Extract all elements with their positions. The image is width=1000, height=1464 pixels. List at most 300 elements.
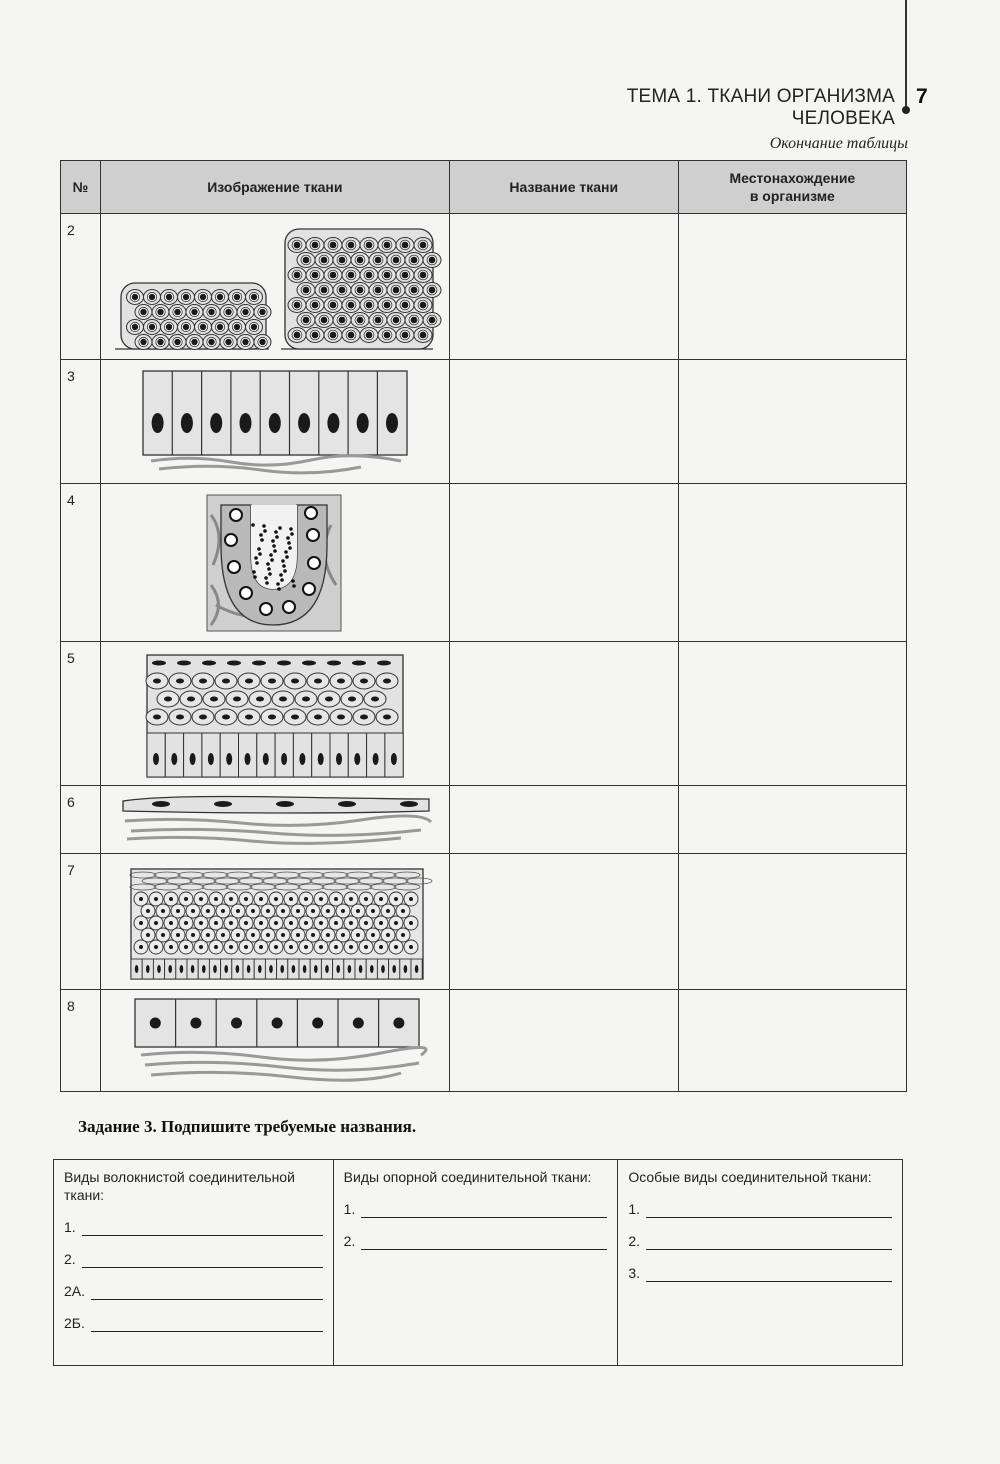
nucleus <box>303 583 315 595</box>
granule <box>281 559 285 563</box>
nucleus <box>347 271 354 278</box>
nucleus <box>274 897 278 901</box>
tissue-location-cell[interactable] <box>678 990 906 1092</box>
nucleus <box>341 909 345 913</box>
granule <box>286 536 290 540</box>
granule <box>264 576 268 580</box>
flat-nucleus <box>277 660 291 665</box>
margin-line <box>905 0 907 108</box>
granule <box>273 549 277 553</box>
nucleus <box>266 909 270 913</box>
tissue-name-cell[interactable] <box>449 854 678 990</box>
nucleus <box>179 965 183 973</box>
nucleus <box>314 678 322 683</box>
granule <box>267 567 271 571</box>
row-number: 3 <box>61 360 101 484</box>
granule <box>254 556 258 560</box>
tissue-image-transitional <box>100 214 449 360</box>
tissue-location-cell[interactable] <box>678 642 906 786</box>
col1-heading: Виды волокнистой соединительной ткани: <box>64 1169 295 1203</box>
nucleus <box>269 965 273 973</box>
nucleus <box>428 316 435 323</box>
nucleus <box>409 945 413 949</box>
nucleus <box>392 256 399 263</box>
nucleus <box>289 945 293 949</box>
tissue-image-squamous <box>100 786 449 854</box>
nucleus <box>419 301 426 308</box>
nucleus <box>244 921 248 925</box>
nucleus <box>401 331 408 338</box>
nucleus <box>202 965 206 973</box>
granule <box>260 538 264 542</box>
answer-label: 2А. <box>64 1283 86 1299</box>
nucleus <box>329 331 336 338</box>
nucleus <box>176 933 180 937</box>
nucleus <box>419 271 426 278</box>
nucleus <box>168 965 172 973</box>
nucleus <box>365 301 372 308</box>
nucleus <box>386 933 390 937</box>
nucleus <box>320 286 327 293</box>
nucleus <box>161 933 165 937</box>
nucleus <box>191 909 195 913</box>
nucleus <box>383 678 391 683</box>
granule <box>283 569 287 573</box>
nucleus <box>166 323 172 329</box>
granule <box>278 526 282 530</box>
tissue-name-cell[interactable] <box>449 484 678 642</box>
nucleus <box>383 271 390 278</box>
nucleus <box>244 897 248 901</box>
nucleus <box>268 714 276 719</box>
table-row <box>61 642 907 786</box>
nucleus <box>274 921 278 925</box>
nucleus <box>299 753 305 765</box>
nucleus <box>349 897 353 901</box>
nucleus <box>360 714 368 719</box>
answer-line[interactable] <box>646 1203 892 1218</box>
nucleus <box>311 331 318 338</box>
nucleus <box>166 293 172 299</box>
nucleus <box>293 331 300 338</box>
nucleus <box>247 965 251 973</box>
nucleus <box>210 696 218 701</box>
nucleus <box>329 241 336 248</box>
granule <box>292 584 296 588</box>
answer-line[interactable] <box>646 1235 892 1250</box>
nucleus <box>242 338 248 344</box>
nucleus <box>169 945 173 949</box>
answer-line[interactable] <box>82 1253 323 1268</box>
tissue-image-cuboidal <box>100 990 449 1092</box>
nucleus <box>234 323 240 329</box>
nucleus <box>146 909 150 913</box>
nucleus <box>356 316 363 323</box>
nucleus <box>374 286 381 293</box>
nucleus <box>191 933 195 937</box>
nucleus <box>349 921 353 925</box>
nucleus <box>311 933 315 937</box>
nucleus <box>154 945 158 949</box>
nucleus <box>320 316 327 323</box>
row-number: 7 <box>61 854 101 990</box>
nucleus <box>260 603 272 615</box>
nucleus <box>153 753 159 765</box>
nucleus <box>338 256 345 263</box>
flat-nucleus <box>252 660 266 665</box>
row-number: 8 <box>61 990 101 1092</box>
nucleus <box>311 271 318 278</box>
nucleus <box>234 293 240 299</box>
tissue-name-cell[interactable] <box>449 642 678 786</box>
nucleus <box>372 753 378 765</box>
flat-nucleus <box>214 801 232 807</box>
answer-line[interactable] <box>82 1221 323 1236</box>
tissue-name-cell[interactable] <box>449 990 678 1092</box>
nucleus <box>401 271 408 278</box>
granule <box>265 581 269 585</box>
nucleus <box>293 271 300 278</box>
nucleus <box>356 256 363 263</box>
tissue-image-columnar <box>100 360 449 484</box>
nucleus <box>383 714 391 719</box>
nucleus <box>161 909 165 913</box>
nucleus <box>409 897 413 901</box>
nucleus <box>392 316 399 323</box>
nucleus <box>214 897 218 901</box>
nucleus <box>233 696 241 701</box>
nucleus <box>302 256 309 263</box>
answer-label: 2. <box>64 1251 76 1267</box>
nucleus <box>307 529 319 541</box>
nucleus <box>157 308 163 314</box>
nucleus <box>176 678 184 683</box>
nucleus <box>419 241 426 248</box>
nucleus <box>311 909 315 913</box>
table-continuation-caption: Окончание таблицы <box>769 135 908 152</box>
nucleus <box>135 965 139 973</box>
nucleus <box>370 965 374 973</box>
nucleus <box>132 293 138 299</box>
granule <box>269 553 273 557</box>
nucleus <box>311 301 318 308</box>
nucleus <box>199 714 207 719</box>
nucleus <box>356 909 360 913</box>
table-row <box>61 854 907 990</box>
granule <box>262 524 266 528</box>
nucleus <box>281 933 285 937</box>
nucleus <box>356 933 360 937</box>
nucleus <box>428 286 435 293</box>
nucleus <box>336 753 342 765</box>
nucleus <box>251 293 257 299</box>
nucleus <box>176 909 180 913</box>
nucleus <box>259 338 265 344</box>
tissue-location-cell[interactable] <box>678 484 906 642</box>
granule <box>287 541 291 545</box>
granule <box>272 544 276 548</box>
nucleus <box>319 945 323 949</box>
nucleus <box>374 316 381 323</box>
tissue-name-cell[interactable] <box>449 786 678 854</box>
nucleus <box>271 1017 282 1028</box>
nucleus <box>189 753 195 765</box>
granule <box>291 579 295 583</box>
nucleus <box>251 323 257 329</box>
nucleus <box>365 271 372 278</box>
table-row <box>61 990 907 1092</box>
nucleus <box>364 945 368 949</box>
nucleus <box>354 753 360 765</box>
nucleus <box>365 331 372 338</box>
nucleus <box>154 921 158 925</box>
nucleus <box>174 308 180 314</box>
nucleus <box>242 308 248 314</box>
nucleus <box>222 714 230 719</box>
flat-nucleus <box>152 801 170 807</box>
nucleus <box>365 241 372 248</box>
nucleus <box>213 965 217 973</box>
granule <box>274 530 278 534</box>
task3-col-fibrous <box>54 1160 334 1366</box>
nucleus <box>259 308 265 314</box>
nucleus <box>336 965 340 973</box>
nucleus <box>314 965 318 973</box>
tissue-image-stratified-squamous <box>100 642 449 786</box>
nucleus <box>364 921 368 925</box>
nucleus <box>293 241 300 248</box>
nucleus <box>214 945 218 949</box>
nucleus <box>199 945 203 949</box>
nucleus <box>231 1017 242 1028</box>
nucleus <box>302 316 309 323</box>
nucleus <box>183 293 189 299</box>
nucleus <box>311 241 318 248</box>
task3-table <box>53 1159 903 1366</box>
table-row <box>61 360 907 484</box>
flat-nucleus <box>400 801 418 807</box>
nucleus <box>371 933 375 937</box>
table-row <box>61 214 907 360</box>
flat-nucleus <box>302 660 316 665</box>
nucleus <box>157 338 163 344</box>
nucleus <box>154 897 158 901</box>
nucleus <box>184 945 188 949</box>
nucleus <box>291 678 299 683</box>
col3-heading: Особые виды соединительной ткани: <box>628 1169 872 1185</box>
nucleus <box>338 286 345 293</box>
nucleus <box>268 678 276 683</box>
nucleus <box>217 293 223 299</box>
nucleus <box>347 331 354 338</box>
nucleus <box>394 945 398 949</box>
nucleus <box>314 714 322 719</box>
nucleus <box>394 921 398 925</box>
nucleus <box>329 271 336 278</box>
nucleus <box>401 909 405 913</box>
nucleus <box>191 308 197 314</box>
nucleus <box>259 945 263 949</box>
answer-label: 1. <box>628 1201 641 1217</box>
nucleus <box>392 965 396 973</box>
nucleus <box>244 753 250 765</box>
nucleus <box>274 945 278 949</box>
nucleus <box>302 696 310 701</box>
task3-title: Задание 3. Подпишите требуемые названия. <box>78 1117 417 1136</box>
nucleus <box>319 921 323 925</box>
nucleus <box>217 323 223 329</box>
header-image: Изображение ткани <box>100 161 449 214</box>
granule <box>266 562 270 566</box>
nucleus <box>281 753 287 765</box>
nucleus <box>401 933 405 937</box>
nucleus <box>291 965 295 973</box>
nucleus <box>410 256 417 263</box>
page-number: 7 <box>916 85 928 108</box>
nucleus <box>208 308 214 314</box>
nucleus <box>379 945 383 949</box>
answer-label: 3. <box>628 1265 641 1281</box>
nucleus <box>171 753 177 765</box>
nucleus <box>169 921 173 925</box>
row-number: 4 <box>61 484 101 642</box>
flat-nucleus <box>338 801 356 807</box>
tissue-location-cell[interactable] <box>678 854 906 990</box>
answer-line[interactable] <box>91 1317 323 1332</box>
header-location: Местонахождение в организме <box>678 161 906 214</box>
granule <box>289 527 293 531</box>
nucleus <box>236 933 240 937</box>
nucleus <box>381 965 385 973</box>
answer-label: 2. <box>343 1233 356 1249</box>
granule <box>251 523 255 527</box>
granule <box>271 539 275 543</box>
granule <box>279 573 283 577</box>
nucleus <box>327 413 339 433</box>
nucleus <box>329 301 336 308</box>
nucleus <box>151 413 163 433</box>
nucleus <box>347 301 354 308</box>
nucleus <box>403 965 407 973</box>
nucleus <box>169 897 173 901</box>
granule <box>290 532 294 536</box>
nucleus <box>318 753 324 765</box>
nucleus <box>383 301 390 308</box>
nucleus <box>245 678 253 683</box>
nucleus <box>347 241 354 248</box>
nucleus <box>226 753 232 765</box>
answer-label: 2Б. <box>64 1315 85 1331</box>
tissue-location-cell[interactable] <box>678 786 906 854</box>
nucleus <box>199 897 203 901</box>
flat-nucleus <box>177 660 191 665</box>
nucleus <box>229 921 233 925</box>
nucleus <box>337 714 345 719</box>
nucleus <box>199 921 203 925</box>
answer-line[interactable] <box>361 1235 607 1250</box>
nucleus <box>303 965 307 973</box>
nucleus <box>225 308 231 314</box>
nucleus <box>394 897 398 901</box>
nucleus <box>401 241 408 248</box>
nucleus <box>305 507 317 519</box>
flat-nucleus <box>377 660 391 665</box>
nucleus <box>289 897 293 901</box>
nucleus <box>269 413 281 433</box>
nucleus <box>364 897 368 901</box>
flat-nucleus <box>352 660 366 665</box>
nucleus <box>386 413 398 433</box>
answer-line[interactable] <box>91 1285 323 1300</box>
nucleus <box>139 897 143 901</box>
nucleus <box>140 338 146 344</box>
nucleus <box>221 909 225 913</box>
nucleus <box>191 965 195 973</box>
nucleus <box>280 965 284 973</box>
tissue-name-cell[interactable] <box>449 360 678 484</box>
nucleus <box>312 1017 323 1028</box>
nucleus <box>419 331 426 338</box>
nucleus <box>206 909 210 913</box>
nucleus <box>153 714 161 719</box>
nucleus <box>139 945 143 949</box>
nucleus <box>157 965 161 973</box>
table-row <box>61 786 907 854</box>
nucleus <box>150 1017 161 1028</box>
nucleus <box>191 338 197 344</box>
nucleus <box>236 909 240 913</box>
nucleus <box>263 753 269 765</box>
tissue-location-cell[interactable] <box>678 360 906 484</box>
granule <box>288 546 292 550</box>
answer-line[interactable] <box>646 1267 892 1282</box>
nucleus <box>164 696 172 701</box>
nucleus <box>304 921 308 925</box>
nucleus <box>296 933 300 937</box>
granule <box>255 561 259 565</box>
nucleus <box>393 1017 404 1028</box>
nucleus <box>410 316 417 323</box>
header-number: № <box>61 161 101 214</box>
nucleus <box>245 714 253 719</box>
nucleus <box>360 678 368 683</box>
answer-line[interactable] <box>361 1203 607 1218</box>
row-number: 6 <box>61 786 101 854</box>
nucleus <box>392 286 399 293</box>
granule <box>276 582 280 586</box>
nucleus <box>251 933 255 937</box>
nucleus <box>281 909 285 913</box>
nucleus <box>214 921 218 925</box>
nucleus <box>386 909 390 913</box>
flat-nucleus <box>152 660 166 665</box>
nucleus <box>184 897 188 901</box>
running-header-title: ТЕМА 1. ТКАНИ ОРГАНИЗМА ЧЕЛОВЕКА <box>626 86 895 129</box>
nucleus <box>259 897 263 901</box>
nucleus <box>153 678 161 683</box>
nucleus <box>428 256 435 263</box>
nucleus <box>266 933 270 937</box>
nucleus <box>371 696 379 701</box>
nucleus <box>222 678 230 683</box>
nucleus <box>206 933 210 937</box>
granule <box>252 570 256 574</box>
nucleus <box>208 338 214 344</box>
flat-nucleus <box>276 801 294 807</box>
tissue-name-cell[interactable] <box>449 214 678 360</box>
nucleus <box>298 413 310 433</box>
tissue-location-cell[interactable] <box>678 214 906 360</box>
